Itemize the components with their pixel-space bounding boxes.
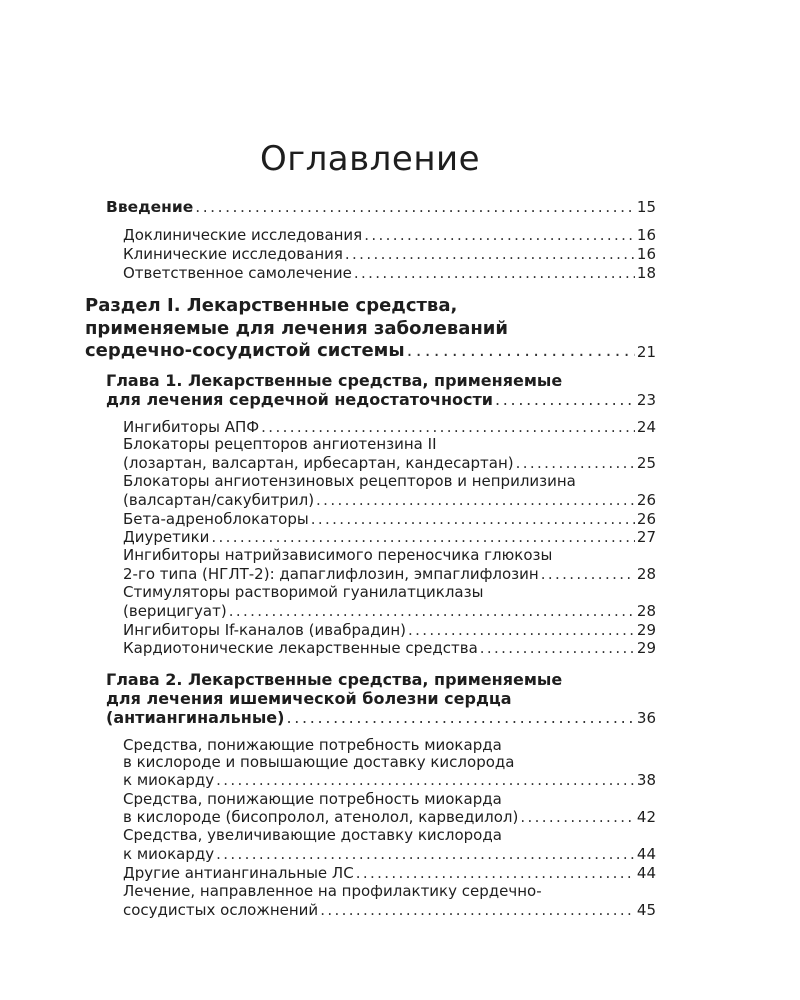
toc-entry-label: к миокарду bbox=[123, 771, 215, 789]
chapter-heading-line: для лечения ишемической болезни сердца bbox=[106, 689, 512, 708]
toc-entry-label: сосудистых осложнений bbox=[123, 901, 319, 919]
toc-entry-label-line: Средства, понижающие потребность миокарда bbox=[123, 736, 502, 754]
page-number: 18 bbox=[636, 264, 656, 282]
leader-dots bbox=[495, 390, 635, 409]
page-number: 24 bbox=[636, 418, 656, 436]
toc-entry-label: Ингибиторы If-каналов (ивабрадин) bbox=[123, 621, 407, 639]
toc-entry-label: Доклинические исследования bbox=[123, 226, 363, 244]
page-number: 27 bbox=[636, 528, 656, 546]
page-number: 28 bbox=[636, 602, 656, 620]
toc-entry-label: для лечения сердечной недостаточности bbox=[106, 390, 494, 409]
toc-entry[interactable] bbox=[123, 226, 656, 244]
page-number: 36 bbox=[636, 709, 656, 727]
leader-dots bbox=[211, 528, 635, 546]
page-number: 44 bbox=[636, 864, 656, 882]
toc-entry-label: Бета-адреноблокаторы bbox=[123, 510, 309, 528]
toc-entry-section[interactable] bbox=[85, 340, 656, 361]
section-heading-line: применяемые для лечения заболеваний bbox=[85, 318, 509, 339]
toc-entry-chapter[interactable] bbox=[106, 390, 656, 409]
toc-entry-label: к миокарду bbox=[123, 845, 215, 863]
page-number: 15 bbox=[636, 198, 656, 216]
leader-dots bbox=[356, 864, 635, 882]
leader-dots bbox=[320, 901, 635, 919]
page-number: 29 bbox=[636, 639, 656, 657]
toc-entry-label: (валсартан/сакубитрил) bbox=[123, 491, 315, 509]
toc-entry[interactable] bbox=[123, 602, 656, 620]
page-number: 26 bbox=[636, 510, 656, 528]
leader-dots bbox=[316, 491, 635, 509]
toc-entry-label: Ответственное самолечение bbox=[123, 264, 352, 282]
toc-entry[interactable] bbox=[123, 771, 656, 789]
toc-entry-label-line: Блокаторы рецепторов ангиотензина II bbox=[123, 435, 437, 453]
leader-dots bbox=[520, 808, 635, 826]
chapter-heading-line: Глава 2. Лекарственные средства, применяемые bbox=[106, 670, 563, 689]
toc-entry[interactable] bbox=[123, 639, 656, 657]
toc-entry-label: Кардиотонические лекарственные средства bbox=[123, 639, 478, 657]
toc-entry-chapter[interactable] bbox=[106, 708, 656, 727]
leader-dots bbox=[407, 340, 635, 361]
toc-entry[interactable] bbox=[123, 621, 656, 639]
leader-dots bbox=[229, 602, 635, 620]
leader-dots bbox=[408, 621, 635, 639]
page-number: 44 bbox=[636, 845, 656, 863]
toc-entry[interactable] bbox=[123, 845, 656, 863]
page-number: 21 bbox=[636, 343, 656, 361]
toc-entry-label: сердечно-сосудистой системы bbox=[85, 340, 405, 361]
page-number: 45 bbox=[636, 901, 656, 919]
toc-entry-label: Введение bbox=[106, 198, 194, 216]
toc-entry[interactable] bbox=[123, 808, 656, 826]
toc-entry[interactable] bbox=[123, 864, 656, 882]
leader-dots bbox=[541, 565, 635, 583]
section-heading-line: Раздел I. Лекарственные средства, bbox=[85, 295, 458, 316]
leader-dots bbox=[480, 639, 635, 657]
toc-entry[interactable] bbox=[123, 565, 656, 583]
toc-entry-label: (верицигуат) bbox=[123, 602, 227, 620]
toc-entry-label: 2-го типа (НГЛТ-2): дапаглифлозин, эмпаглифлозин bbox=[123, 565, 539, 583]
toc-entry-label: Клинические исследования bbox=[123, 245, 343, 263]
toc-entry[interactable] bbox=[123, 454, 656, 472]
page-title: Оглавление bbox=[259, 138, 481, 179]
page-number: 42 bbox=[636, 808, 656, 826]
toc-entry-label-line: Ингибиторы натрийзависимого переносчика глюкозы bbox=[123, 546, 553, 564]
page-number: 16 bbox=[636, 245, 656, 263]
toc-entry[interactable] bbox=[123, 901, 656, 919]
page-number: 28 bbox=[636, 565, 656, 583]
toc-entry-label-line: Лечение, направленное на профилактику сердечно- bbox=[123, 882, 542, 900]
toc-entry[interactable] bbox=[123, 491, 656, 509]
leader-dots bbox=[216, 771, 635, 789]
leader-dots bbox=[345, 245, 635, 263]
toc-entry-label: Ингибиторы АПФ bbox=[123, 418, 260, 436]
toc-entry[interactable] bbox=[123, 510, 656, 528]
toc-entry-label: Диуретики bbox=[123, 528, 210, 546]
leader-dots bbox=[216, 845, 635, 863]
page-number: 23 bbox=[636, 391, 656, 409]
page-number: 38 bbox=[636, 771, 656, 789]
page-number: 16 bbox=[636, 226, 656, 244]
leader-dots bbox=[311, 510, 635, 528]
leader-dots bbox=[261, 418, 635, 436]
leader-dots bbox=[195, 198, 635, 216]
page-number: 25 bbox=[636, 454, 656, 472]
leader-dots bbox=[516, 454, 635, 472]
toc-entry-label: (лозартан, валсартан, ирбесартан, кандесартан) bbox=[123, 454, 514, 472]
toc-entry[interactable] bbox=[123, 418, 656, 436]
chapter-heading-line: Глава 1. Лекарственные средства, применяемые bbox=[106, 371, 563, 390]
toc-entry-label: (антиангинальные) bbox=[106, 708, 285, 727]
leader-dots bbox=[286, 708, 634, 727]
toc-entry[interactable] bbox=[123, 264, 656, 282]
page-number: 29 bbox=[636, 621, 656, 639]
leader-dots bbox=[364, 226, 635, 244]
page-number: 26 bbox=[636, 491, 656, 509]
toc-entry-label: Другие антиангинальные ЛС bbox=[123, 864, 354, 882]
toc-entry[interactable] bbox=[123, 528, 656, 546]
toc-entry-label-line: Блокаторы ангиотензиновых рецепторов и неприлизина bbox=[123, 472, 576, 490]
toc-entry[interactable] bbox=[123, 245, 656, 263]
toc-entry-label-line: в кислороде и повышающие доставку кислорода bbox=[123, 753, 515, 771]
leader-dots bbox=[354, 264, 635, 282]
toc-entry-label: в кислороде (бисопролол, атенолол, карведилол) bbox=[123, 808, 519, 826]
toc-entry-intro[interactable] bbox=[106, 198, 656, 216]
toc-entry-label-line: Средства, увеличивающие доставку кислорода bbox=[123, 826, 502, 844]
toc-entry-label-line: Средства, понижающие потребность миокарда bbox=[123, 790, 502, 808]
toc-entry-label-line: Стимуляторы растворимой гуанилатциклазы bbox=[123, 583, 484, 601]
